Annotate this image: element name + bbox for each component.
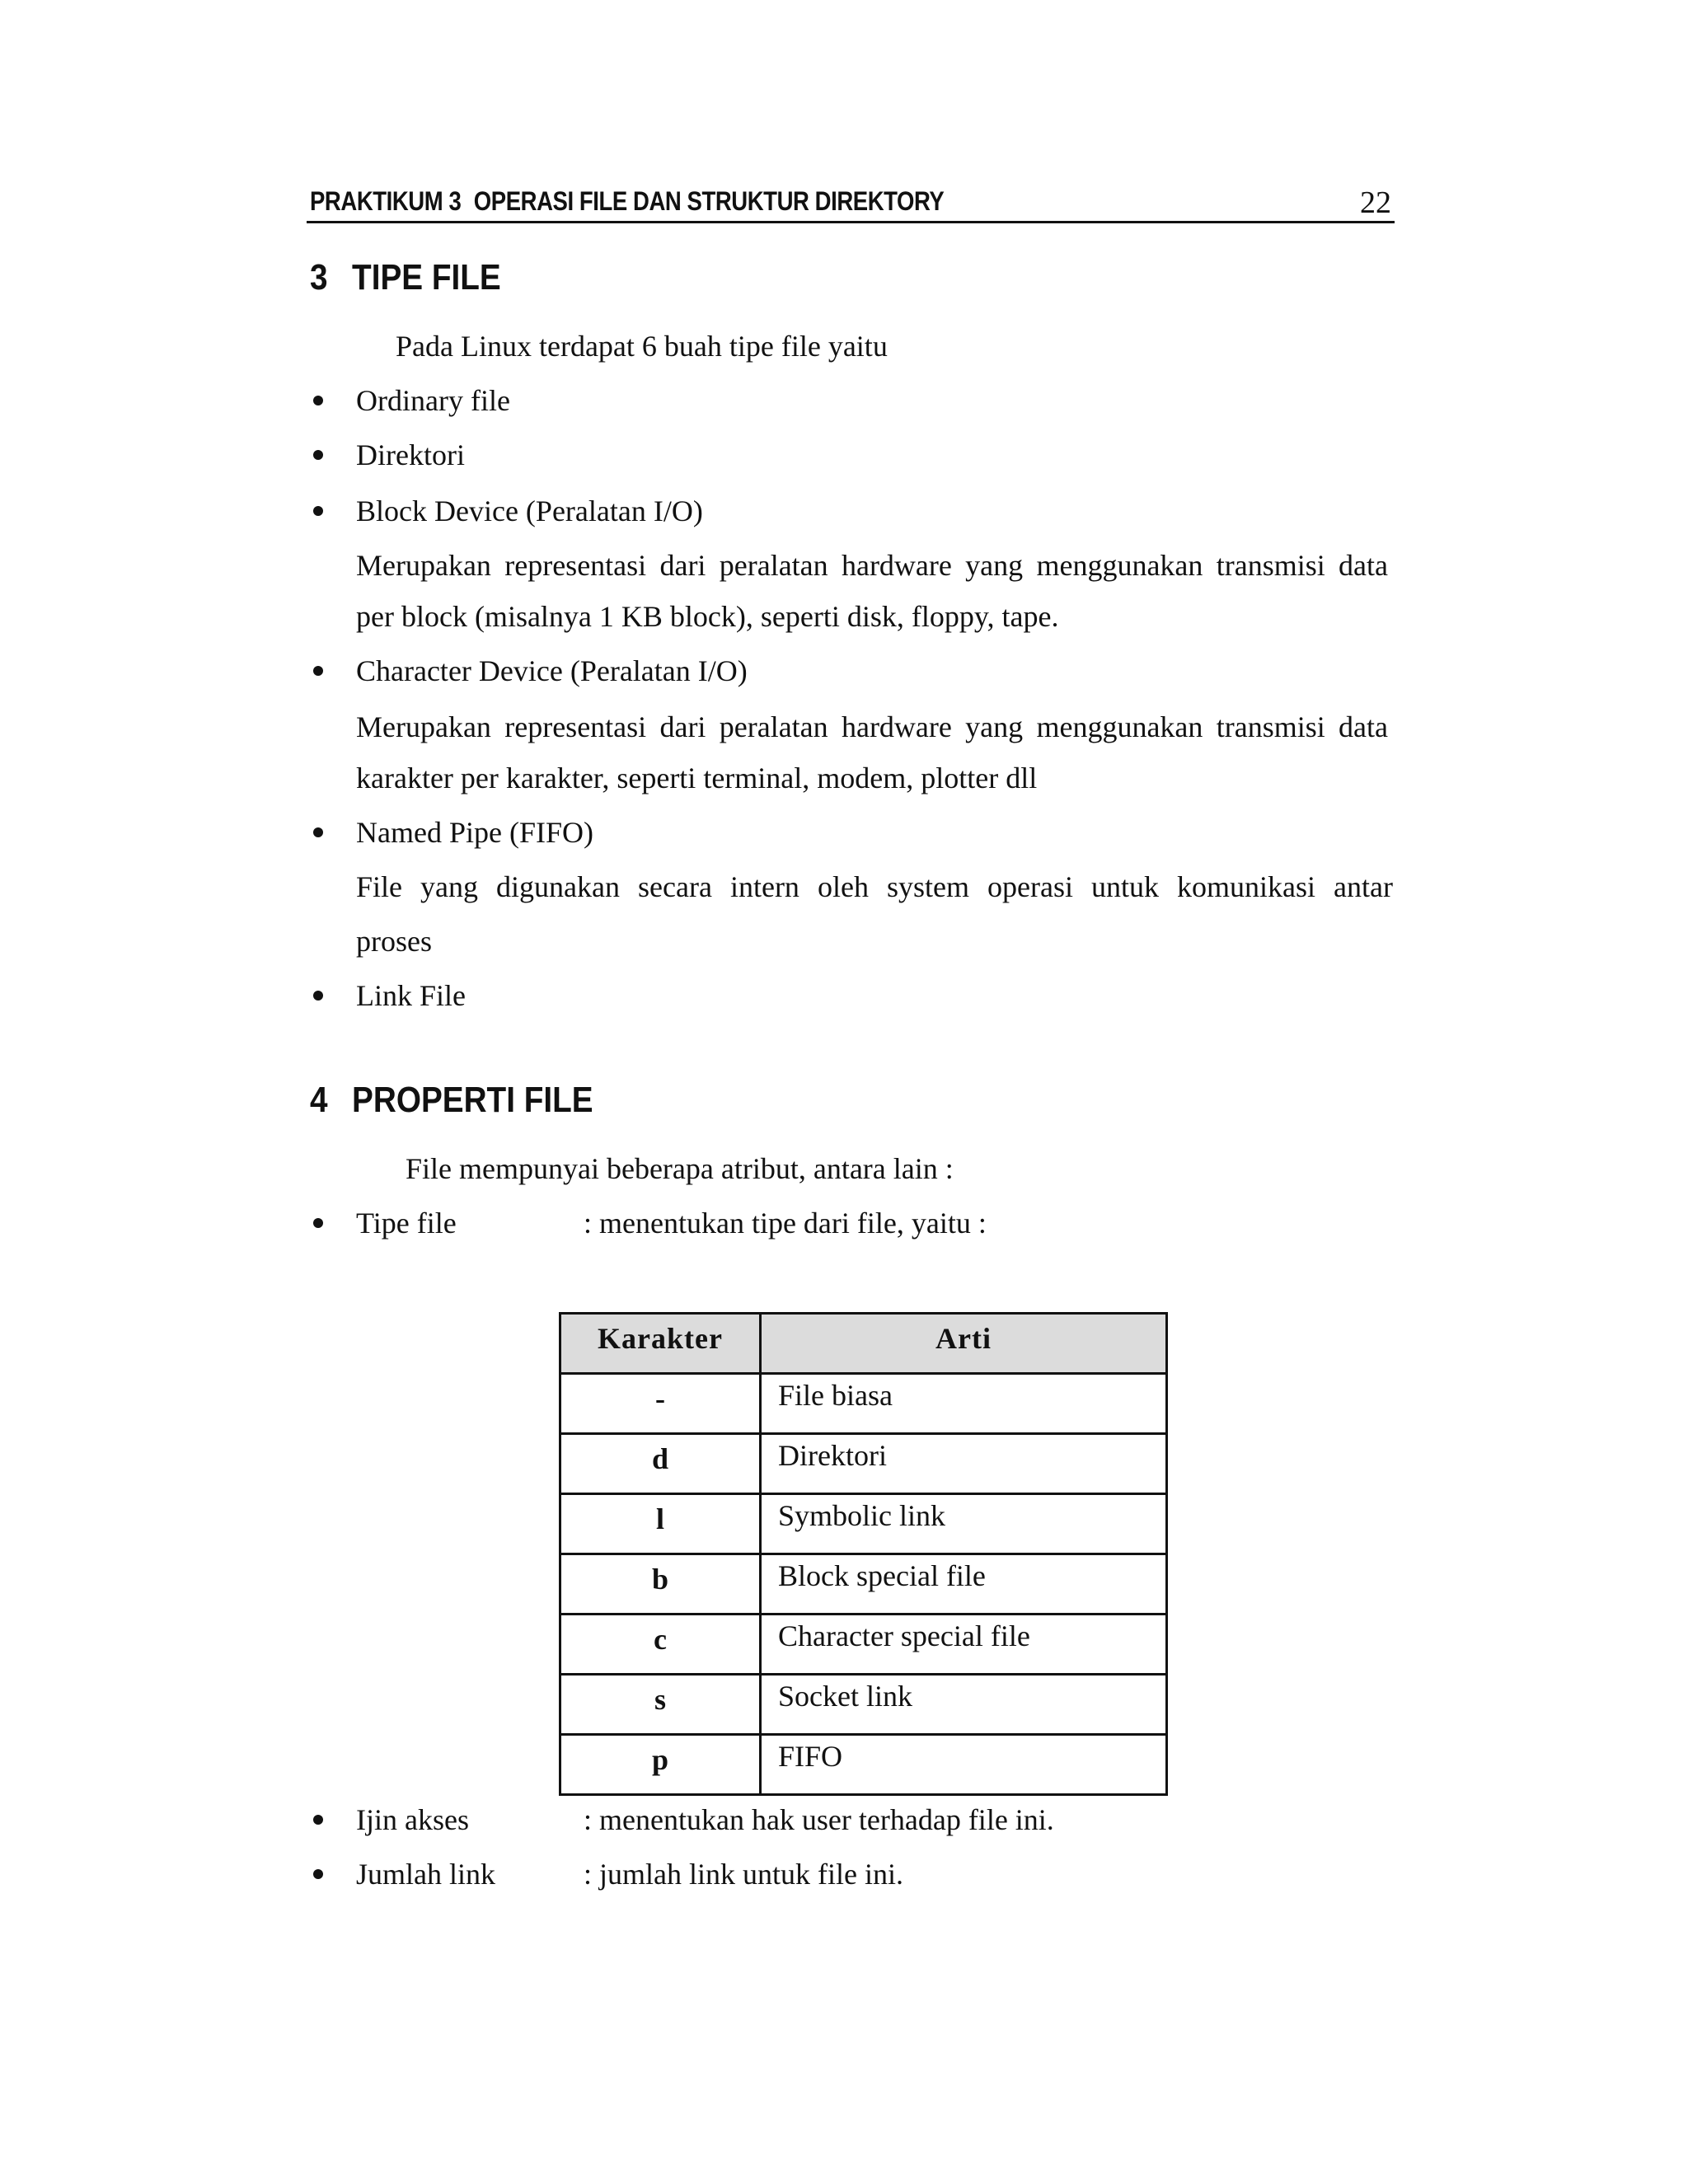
table-cell-arti: Direktori bbox=[761, 1434, 1167, 1494]
table-cell-arti: Character special file bbox=[761, 1615, 1167, 1675]
table-header-row bbox=[560, 1314, 1167, 1374]
list-item-character-device: Character Device (Peralatan I/O) bbox=[356, 654, 748, 687]
header-chapter: PRAKTIKUM 3 bbox=[310, 186, 462, 216]
attr-desc-tipe-file: : menentukan tipe dari file, yaitu : bbox=[584, 1207, 987, 1240]
bullet-icon bbox=[313, 450, 323, 460]
table-header-arti: Arti bbox=[761, 1314, 1167, 1374]
table-row bbox=[560, 1434, 1167, 1494]
table-cell-karakter: c bbox=[560, 1615, 761, 1675]
table-cell-karakter: p bbox=[560, 1735, 761, 1795]
table-cell-arti: Symbolic link bbox=[761, 1494, 1167, 1554]
list-item-block-device: Block Device (Peralatan I/O) bbox=[356, 494, 703, 527]
section-3-intro: Pada Linux terdapat 6 buah tipe file yaitu bbox=[396, 330, 888, 363]
table-cell-arti: FIFO bbox=[761, 1735, 1167, 1795]
table-header-karakter: Karakter bbox=[560, 1314, 761, 1374]
table-cell-karakter: s bbox=[560, 1675, 761, 1735]
bullet-icon bbox=[313, 991, 323, 1001]
attr-desc-ijin-akses: : menentukan hak user terhadap file ini. bbox=[584, 1803, 1054, 1836]
bullet-icon bbox=[313, 1815, 323, 1825]
list-item-direktori: Direktori bbox=[356, 438, 465, 471]
block-device-desc-line2: per block (misalnya 1 KB block), seperti disk, floppy, tape. bbox=[356, 600, 1059, 633]
section-4-intro: File mempunyai beberapa atribut, antara lain : bbox=[406, 1152, 954, 1185]
list-item-ordinary-file: Ordinary file bbox=[356, 384, 510, 417]
table-row bbox=[560, 1615, 1167, 1675]
section-3-heading bbox=[310, 257, 501, 298]
list-item-named-pipe: Named Pipe (FIFO) bbox=[356, 816, 593, 849]
table-cell-arti: Socket link bbox=[761, 1675, 1167, 1735]
table-cell-arti: Block special file bbox=[761, 1554, 1167, 1615]
attr-name-ijin-akses: Ijin akses bbox=[356, 1803, 469, 1836]
named-pipe-desc-line1: File yang digunakan secara intern oleh system operasi untuk komunikasi antar bbox=[356, 870, 1393, 903]
table-cell-arti: File biasa bbox=[761, 1374, 1167, 1434]
section-4-number: 4 bbox=[310, 1080, 328, 1120]
attr-name-tipe-file: Tipe file bbox=[356, 1207, 457, 1240]
named-pipe-desc-line2: proses bbox=[356, 925, 432, 958]
table-row bbox=[560, 1735, 1167, 1795]
section-4-heading bbox=[310, 1080, 593, 1121]
attr-name-jumlah-link: Jumlah link bbox=[356, 1858, 495, 1891]
table-cell-karakter: l bbox=[560, 1494, 761, 1554]
file-type-table bbox=[559, 1312, 1168, 1796]
bullet-icon bbox=[313, 1869, 323, 1879]
section-4-title: PROPERTI FILE bbox=[352, 1080, 593, 1120]
header-title bbox=[310, 186, 944, 217]
page-header bbox=[307, 183, 1395, 223]
bullet-icon bbox=[313, 506, 323, 516]
block-device-desc-line1: Merupakan representasi dari peralatan hardware yang menggunakan transmisi data bbox=[356, 549, 1388, 582]
table-cell-karakter: b bbox=[560, 1554, 761, 1615]
table-row bbox=[560, 1554, 1167, 1615]
character-device-desc-line2: karakter per karakter, seperti terminal, modem, plotter dll bbox=[356, 762, 1038, 794]
section-3-title: TIPE FILE bbox=[352, 257, 501, 298]
bullet-icon bbox=[313, 396, 323, 405]
table-cell-karakter: d bbox=[560, 1434, 761, 1494]
bullet-icon bbox=[313, 827, 323, 837]
section-3-number: 3 bbox=[310, 257, 328, 298]
table-row bbox=[560, 1374, 1167, 1434]
page-number: 22 bbox=[1360, 185, 1391, 220]
character-device-desc-line1: Merupakan representasi dari peralatan hardware yang menggunakan transmisi data bbox=[356, 710, 1388, 743]
attr-desc-jumlah-link: : jumlah link untuk file ini. bbox=[584, 1858, 903, 1891]
table-cell-karakter: - bbox=[560, 1374, 761, 1434]
bullet-icon bbox=[313, 666, 323, 676]
table-row bbox=[560, 1675, 1167, 1735]
header-chapter-title: OPERASI FILE DAN STRUKTUR DIREKTORY bbox=[473, 186, 945, 216]
table-row bbox=[560, 1494, 1167, 1554]
bullet-icon bbox=[313, 1218, 323, 1228]
list-item-link-file: Link File bbox=[356, 979, 466, 1012]
